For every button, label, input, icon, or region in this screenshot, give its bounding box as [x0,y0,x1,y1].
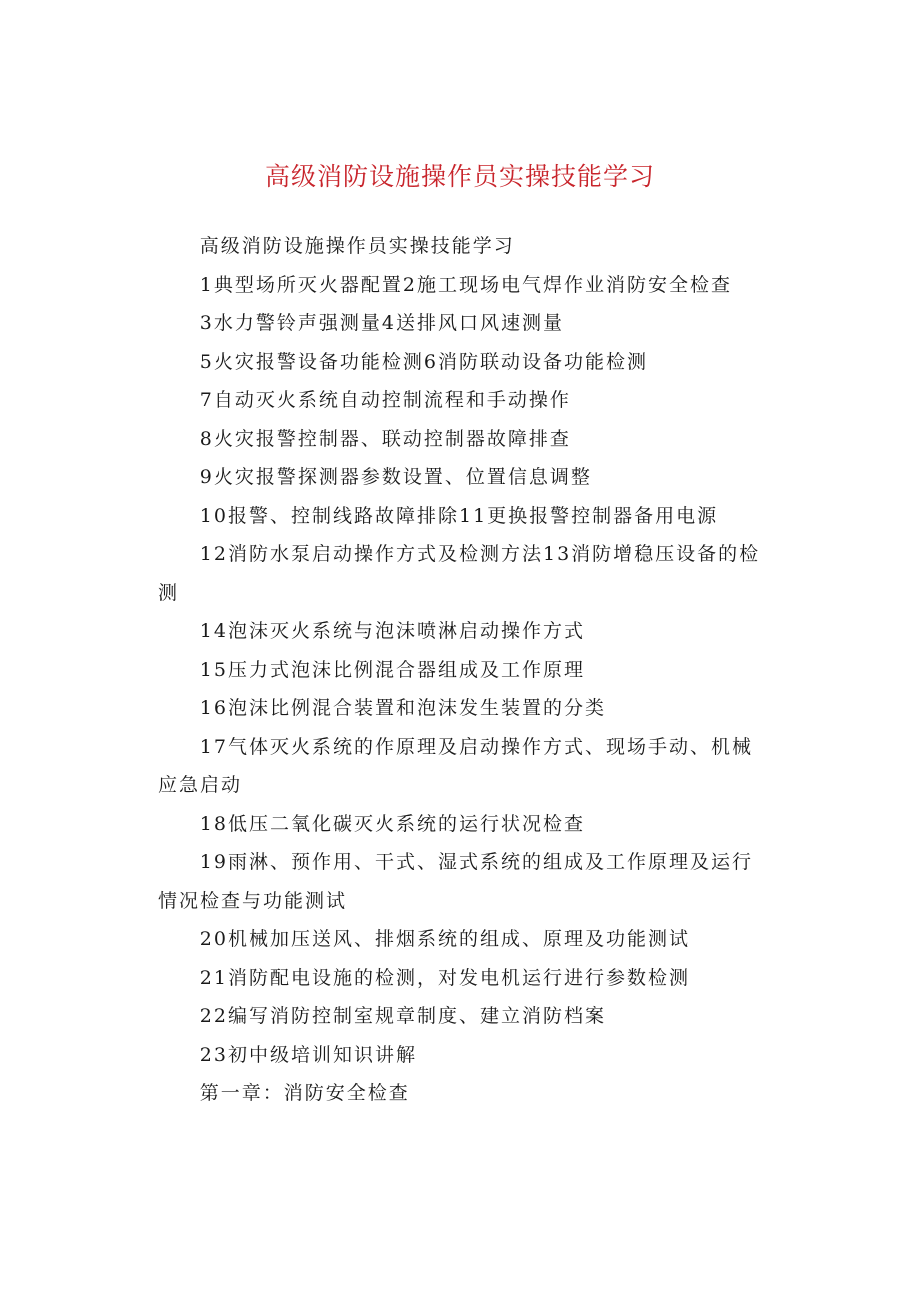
paragraph: 16泡沫比例混合装置和泡沫发生装置的分类 [199,697,606,719]
document-title: 高级消防设施操作员实操技能学习 [264,162,655,191]
paragraph: 20机械加压送风、排烟系统的组成、原理及功能测试 [199,928,690,950]
paragraph: 19雨淋、预作用、干式、湿式系统的组成及工作原理及运行情况检查与功能测试 [158,851,753,912]
paragraph: 5火灾报警设备功能检测6消防联动设备功能检测 [199,350,648,373]
paragraph: 22编写消防控制室规章制度、建立消防档案 [199,1005,606,1027]
paragraph: 21消防配电设施的检测，对发电机运行进行参数检测 [199,966,690,989]
paragraph: 15压力式泡沫比例混合器组成及工作原理 [199,658,585,681]
paragraph: 8火灾报警控制器、联动控制器故障排查 [199,427,571,450]
paragraph: 7自动灭火系统自动控制流程和手动操作 [199,389,571,411]
paragraph: 17气体灭火系统的作原理及启动操作方式、现场手动、机械应急启动 [158,735,753,796]
paragraph: 14泡沫灭火系统与泡沫喷淋启动操作方式 [199,620,585,642]
paragraph: 9火灾报警探测器参数设置、位置信息调整 [199,466,592,488]
paragraph: 1典型场所灭火器配置2施工现场电气焊作业消防安全检查 [199,273,732,296]
paragraph: 23初中级培训知识讲解 [199,1043,417,1066]
paragraph: 10报警、控制线路故障排除11更换报警控制器备用电源 [199,504,719,527]
paragraph: 3水力警铃声强测量4送排风口风速测量 [199,312,564,334]
paragraph: 18低压二氧化碳灭火系统的运行状况检查 [199,812,585,835]
paragraph: 12消防水泵启动操作方式及检测方法13消防增稳压设备的检测 [158,543,761,604]
document-body [158,227,770,1113]
chapter-heading: 第一章：消防安全检查 [199,1082,410,1104]
paragraph-intro: 高级消防设施操作员实操技能学习 [199,235,515,257]
